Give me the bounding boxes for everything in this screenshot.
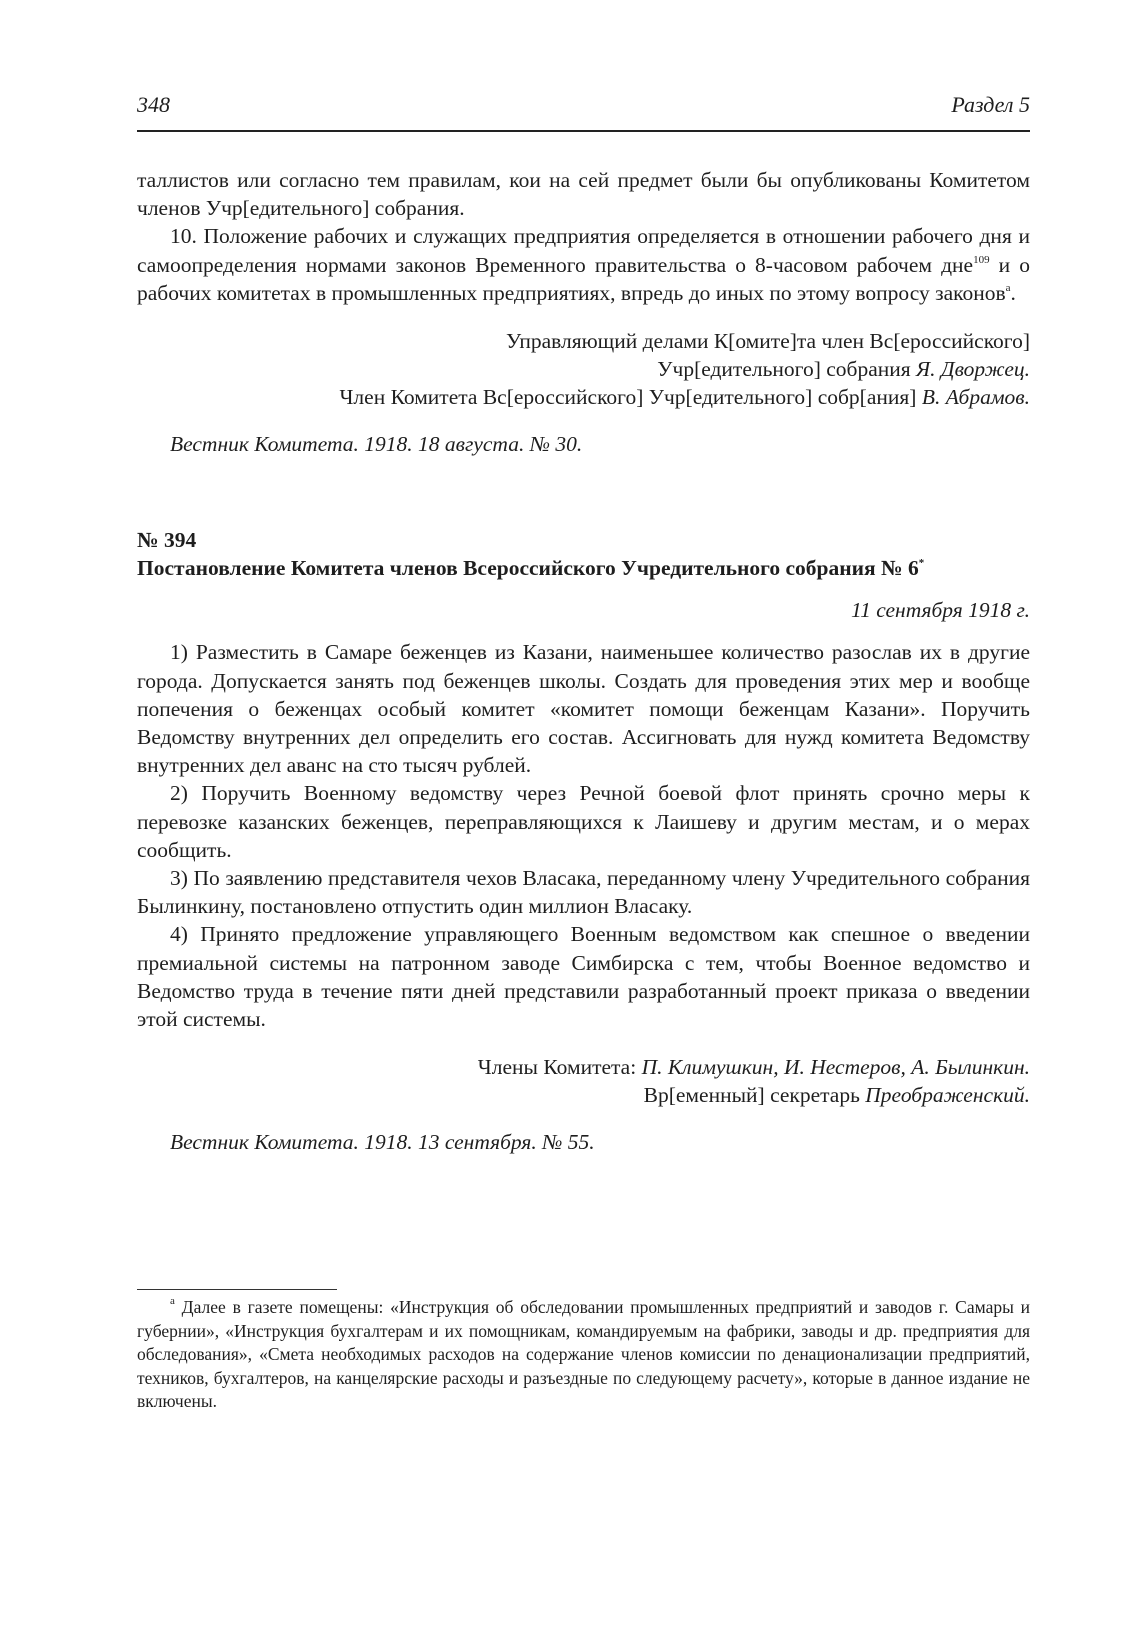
running-header xyxy=(137,92,1030,122)
item-10-text-cont: и о рабочих комитетах в промышленных предприятиях, впредь до иных по этому вопросу законов xyxy=(137,252,1030,305)
page-number: 348 xyxy=(137,92,170,117)
source-citation: Вестник Комитета. 1918. 13 сентября. № 55. xyxy=(170,1129,595,1154)
page-body xyxy=(137,166,1030,1156)
document-date: 11 сентября 1918 г. xyxy=(850,598,1030,623)
signatory-name: Я. Дворжец. xyxy=(916,357,1030,382)
signature-role: Член Комитета Вс[ероссийского] Учр[едительного] собр[ания] xyxy=(339,385,922,410)
signatory-names: П. Климушкин, И. Нестеров, А. Былинкин. xyxy=(641,1055,1030,1080)
endnote-ref-109[interactable]: 109 xyxy=(973,253,990,266)
footnote-marker: а xyxy=(170,1295,175,1307)
footnote-rule xyxy=(137,1289,337,1290)
resolution-item: 1) Разместить в Самаре беженцев из Казани, наименьшее количество разослав их в другие города. Допускается занять под беженцев школы. Создать для проведения этих мер и вообще попечения о беженцах особый комитет «комитет помощи беженцам Казани». Поручить Ведомству внутренних дел определить его состав. Ассигновать для нужд комитета Ведомству внутренних дел аванс на сто тысяч рублей. xyxy=(137,640,1030,778)
signature-role: Члены Комитета: xyxy=(477,1055,642,1080)
signatory-name: В. Абрамов. xyxy=(921,385,1030,410)
signature-line xyxy=(137,355,1030,383)
resolution-item: 2) Поручить Военному ведомству через Речной боевой флот принять срочно меры к перевозке казанских беженцев, переправляющихся к Лаишеву и другим местам, и о мерах сообщить. xyxy=(137,781,1030,862)
header-rule xyxy=(137,130,1030,132)
signature-line: Управляющий делами К[омите]та член Вс[ероссийского] xyxy=(505,329,1030,354)
continuation-paragraph: таллистов или согласно тем правилам, кои на сей предмет были бы опубликованы Комитетом членов Учр[едительного] собрания. xyxy=(137,168,1030,221)
signature-role: Вр[еменный] секретарь xyxy=(643,1083,866,1108)
signature-line xyxy=(137,1081,1030,1109)
signatory-name: Преображенский. xyxy=(865,1083,1030,1108)
footnote-ref-a[interactable]: а xyxy=(1005,281,1011,294)
item-10-text: 10. Положение рабочих и служащих предприятия определяется в отношении рабочего дня и самоопределения нормами законов Временного правительства о 8-часовом рабочем дне xyxy=(137,224,1030,277)
footnote xyxy=(137,1296,1030,1414)
title-note-marker[interactable]: * xyxy=(918,557,925,570)
resolution-item: 3) По заявлению представителя чехов Власака, переданному члену Учредительного собрания Былинкину, постановлено отпустить один миллион Власаку. xyxy=(137,866,1030,919)
footnote-text: Далее в газете помещены: «Инструкция об обследовании промышленных предприятий и заводов г. Самары и губернии», «Инструкция бухгалтерам и их помощникам, командируемым на фабрики, заводы и др. предприятия для обследования», «Смета необходимых расходов на содержание членов комиссии по денационализации предприятий, техников, бухгалтеров, на канцелярские расходы и разъездные по следующему расчету», которые в данное издание не включены. xyxy=(137,1297,1030,1412)
footnote-a xyxy=(137,1296,1030,1414)
source-citation: Вестник Комитета. 1918. 18 августа. № 30. xyxy=(170,431,583,456)
resolution-item: 4) Принято предложение управляющего Военным ведомством как спешное о введении премиальной системы на патронном заводе Симбирска с тем, чтобы Военное ведомство и Ведомство труда в течение пяти дней представили разработанный проект приказа о введении этой системы. xyxy=(137,922,1030,1032)
signature-line xyxy=(137,1053,1030,1081)
document-number: № 394 xyxy=(137,527,197,552)
item-10-paragraph xyxy=(137,222,1030,307)
signature-role: Учр[едительного] собрания xyxy=(657,357,917,382)
signature-line xyxy=(137,383,1030,411)
document-title-text: Постановление Комитета членов Всероссийского Учредительного собрания № 6 xyxy=(137,556,919,581)
item-10-end: . xyxy=(1010,280,1016,305)
document-title xyxy=(137,554,1030,582)
section-title: Раздел 5 xyxy=(951,92,1030,117)
